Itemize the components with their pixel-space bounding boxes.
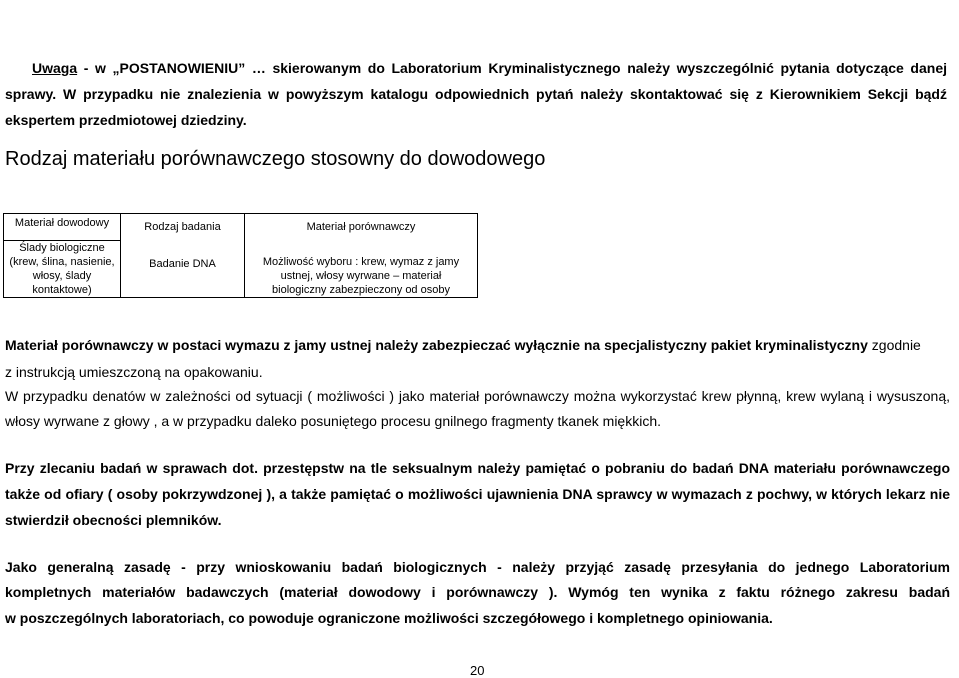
p4-line-3: w poszczególnych laboratoriach, co powoduje ograniczone możliwości szczegółowego i kompletnego opiniowania. [5, 610, 773, 626]
page-number: 20 [470, 663, 485, 678]
p2-line-1: W przypadku denatów w zależności od sytuacji ( możliwości ) jako materiał porównawczy można wykorzystać krew płynną, krew wylaną i wysuszoną, [5, 388, 950, 404]
p4-line-1: Jako generalną zasadę - przy wnioskowaniu badań biologicznych - należy przyjąć zasadę przesyłania do jednego Laboratorium [5, 559, 950, 575]
table-header-row [4, 214, 478, 241]
table-header-comparison: Materiał porównawczy [306, 221, 416, 233]
p4-line-2: kompletnych materiałów badawczych (materiał dowodowy i porównawczy ). Wymóg ten wynika z faktu różnego zakresu badań [5, 584, 950, 600]
p3-line-2: także od ofiary ( osoby pokrzywdzonej ), a także pamiętać o możliwości ujawnienia DNA sprawcy w wymazach z pochwy, w których lekarz nie [5, 486, 950, 502]
test-value: Badanie DNA [149, 258, 216, 270]
section-heading: Rodzaj materiału porównawczego stosowny do dowodowego [5, 148, 546, 170]
p1-bold-text: Materiał porównawczy w postaci wymazu z jamy ustnej należy zabezpieczać wyłącznie na specjalistyczny pakiet kryminalistyczny [5, 337, 868, 353]
table-header-evidence: Materiał dowodowy [4, 214, 121, 241]
comparison-value: Możliwość wyboru : krew, wymaz z jamy ustnej, włosy wyrwane – materiał biologiczny zabezpieczony od osoby [262, 256, 460, 296]
p1-rest-text: zgodnie [867, 337, 921, 353]
intro-line-1-text: - w „POSTANOWIENIU” … skierowanym do Laboratorium Kryminalistycznego należy wyszczególnić pytania dotyczące danej [77, 60, 947, 76]
intro-line-3: ekspertem przedmiotowej dziedziny. [5, 112, 247, 128]
note-label: Uwaga [32, 60, 78, 76]
intro-note [5, 55, 947, 133]
table-cell-test [121, 214, 245, 298]
p1-line-2: z instrukcją umieszczoną na opakowaniu. [5, 364, 263, 380]
table-header-test: Rodzaj badania [144, 221, 221, 233]
intro-line-2: sprawy. W przypadku nie znalezienia w powyższym katalogu odpowiednich pytań należy skontaktować się z Kierownikiem Sekcji bądź [5, 86, 947, 102]
p2-line-2: włosy wyrwane z głowy , a w przypadku daleko posuniętego procesu gnilnego fragmenty tkanek miękkich. [5, 413, 662, 429]
p1-line-1 [5, 337, 921, 353]
p3-line-1: Przy zlecaniu badań w sprawach dot. przestępstw na tle seksualnym należy pamiętać o pobraniu do badań DNA materiału porównawczego [5, 460, 950, 476]
intro-line-1 [32, 55, 947, 81]
table-cell-comparison [245, 214, 478, 298]
p3-line-3: stwierdził obecności plemników. [5, 512, 222, 528]
evidence-value: Ślady biologiczne (krew, ślina, nasienie, włosy, ślady kontaktowe) [4, 241, 121, 298]
materials-table [3, 213, 478, 298]
